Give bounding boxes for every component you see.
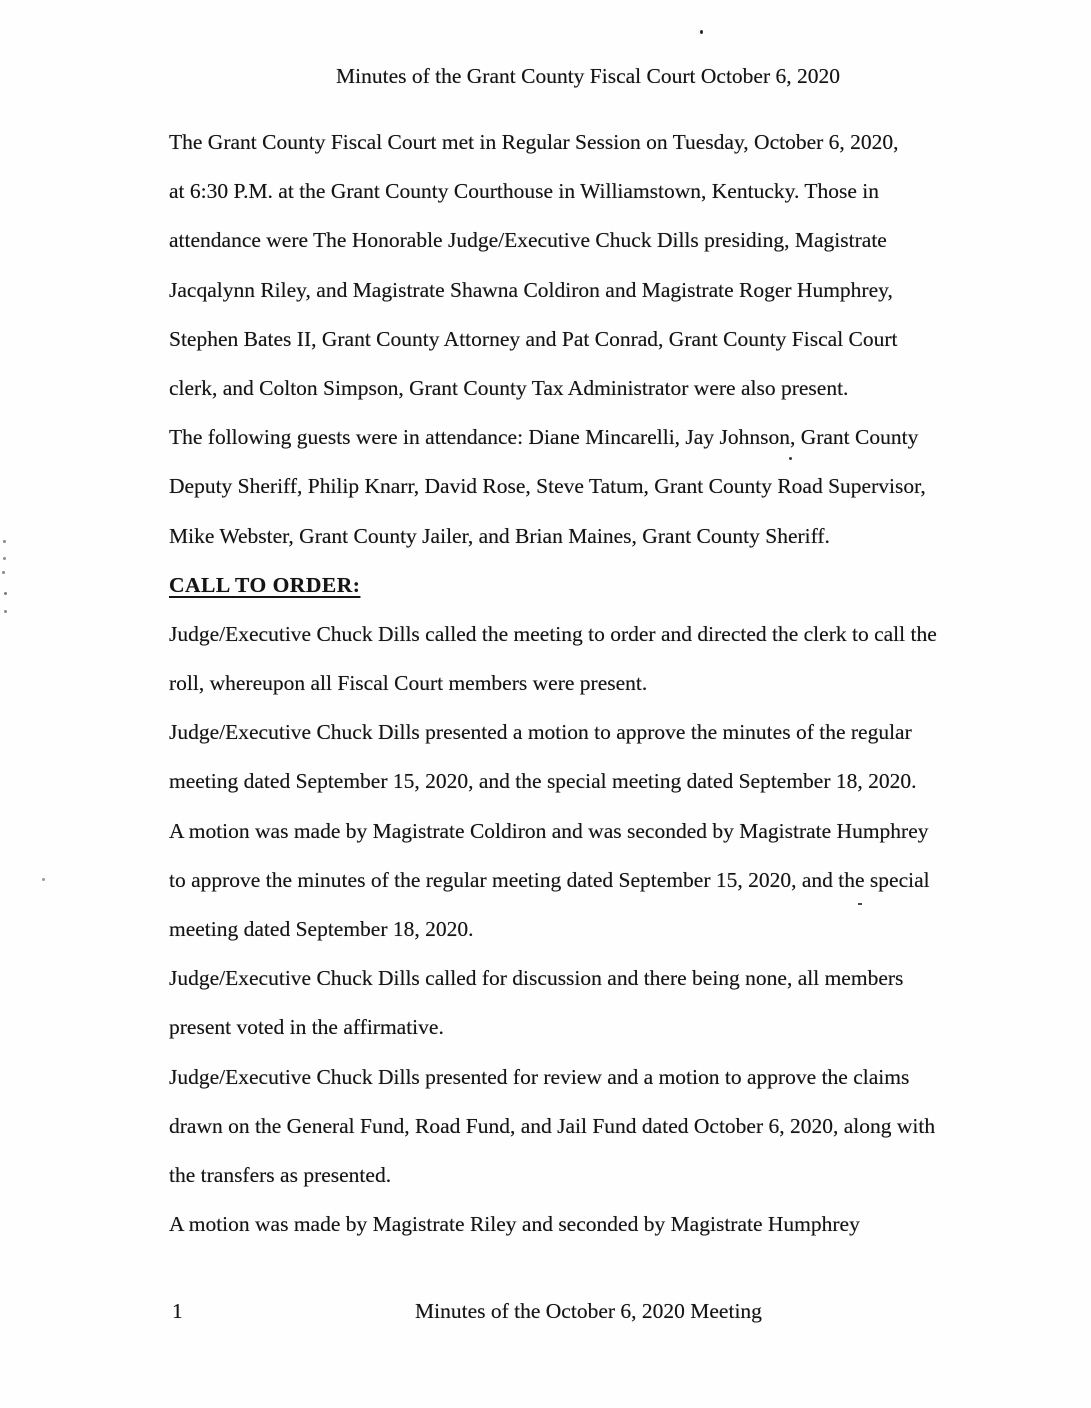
document-line: clerk, and Colton Simpson, Grant County Tax Administrator were also present. <box>169 375 849 400</box>
document-line: meeting dated September 18, 2020. <box>169 917 474 941</box>
document-body <box>169 118 959 1249</box>
scan-speck <box>4 610 7 613</box>
scan-speck <box>3 540 6 543</box>
document-line: The following guests were in attendance: Diane Mincarelli, Jay Johnson, Grant County <box>169 425 919 450</box>
document-line: roll, whereupon all Fiscal Court members were present. <box>169 671 648 696</box>
document-line: A motion was made by Magistrate Coldiron and was seconded by Magistrate Humphrey <box>169 818 929 843</box>
document-line: Stephen Bates II, Grant County Attorney and Pat Conrad, Grant County Fiscal Court <box>169 326 898 351</box>
document-line: present voted in the affirmative. <box>169 1015 444 1040</box>
page-number: 1 <box>172 1299 183 1323</box>
scan-speck <box>2 571 5 574</box>
document-line: at 6:30 P.M. at the Grant County Courthouse in Williamstown, Kentucky. Those in <box>169 179 879 204</box>
document-line: The Grant County Fiscal Court met in Regular Session on Tuesday, October 6, 2020, <box>169 130 899 154</box>
scan-speck <box>4 592 7 595</box>
scan-speck <box>858 903 862 905</box>
footer-title: Minutes of the October 6, 2020 Meeting <box>415 1299 762 1323</box>
document-line: attendance were The Honorable Judge/Executive Chuck Dills presiding, Magistrate <box>169 228 887 253</box>
scan-speck <box>789 457 792 460</box>
document-line: Mike Webster, Grant County Jailer, and Brian Maines, Grant County Sheriff. <box>169 523 830 548</box>
document-line: A motion was made by Magistrate Riley and seconded by Magistrate Humphrey <box>169 1212 860 1237</box>
document-line: Judge/Executive Chuck Dills called the meeting to order and directed the clerk to call the <box>169 621 937 646</box>
document-line: Judge/Executive Chuck Dills called for discussion and there being none, all members <box>169 966 904 991</box>
document-line: Jacqalynn Riley, and Magistrate Shawna Coldiron and Magistrate Roger Humphrey, <box>169 277 893 302</box>
section-heading-call-to-order: CALL TO ORDER: <box>169 572 361 597</box>
document-line: Judge/Executive Chuck Dills presented for review and a motion to approve the claims <box>169 1064 910 1089</box>
scan-speck <box>3 557 6 560</box>
document-title: Minutes of the Grant County Fiscal Court October 6, 2020 <box>336 64 840 88</box>
document-line: drawn on the General Fund, Road Fund, and Jail Fund dated October 6, 2020, along with <box>169 1113 936 1138</box>
document-line: to approve the minutes of the regular meeting dated September 15, 2020, and the special <box>169 867 930 892</box>
scan-speck <box>700 30 703 34</box>
document-line: meeting dated September 15, 2020, and the special meeting dated September 18, 2020. <box>169 769 917 794</box>
page-footer <box>0 1299 1091 1329</box>
document-line: the transfers as presented. <box>169 1162 392 1187</box>
scan-speck <box>42 878 45 881</box>
document-line: Deputy Sheriff, Philip Knarr, David Rose, Steve Tatum, Grant County Road Supervisor, <box>169 474 926 499</box>
document-line: Judge/Executive Chuck Dills presented a motion to approve the minutes of the regular <box>169 720 912 745</box>
